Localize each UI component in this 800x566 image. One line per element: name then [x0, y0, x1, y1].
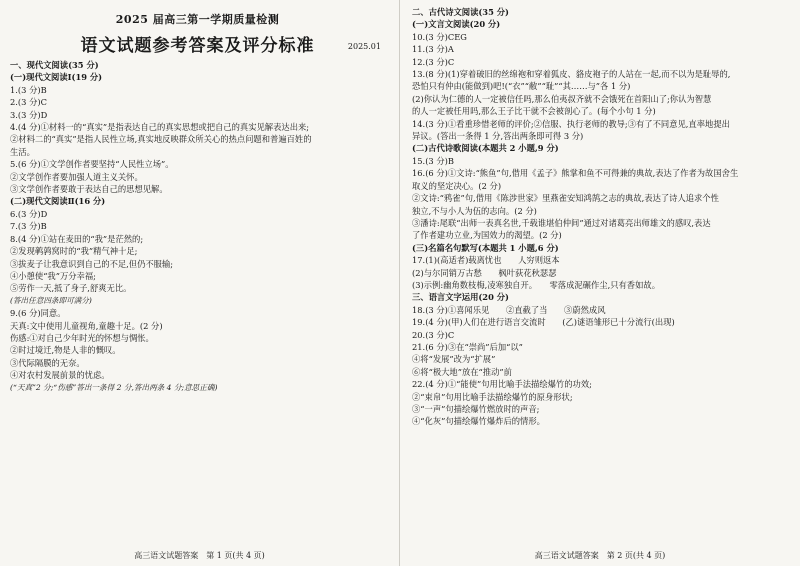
page-2-content	[412, 6, 790, 428]
answer-line: 17.(1)(高适者)载离忧也 人穷则返本	[412, 255, 560, 266]
answer-line: 恐怕只有仲由(能做到)吧!(“衣”“敝”“耻”“其……与”各 1 分)	[412, 81, 631, 92]
answer-line: ④将“发展”改为“扩展”	[412, 354, 496, 365]
answer-line: ③“一声”句描绘爆竹燃放时的声音;	[412, 404, 540, 414]
answer-line: 伤感:①对自己少年时光的怀想与惆怅。	[10, 332, 154, 343]
answer-line: 10.(3 分)CEG	[412, 31, 467, 42]
answer-line: 14.(3 分)①看重珍惜老师的评价;②信服、执行老师的教导;③有了不同意见,直率地提出	[412, 118, 730, 129]
answer-line: 2.(3 分)C	[10, 97, 47, 108]
answer-line: 7.(3 分)B	[10, 221, 47, 232]
answer-line: 19.(4 分)(甲)人们在进行语言交流时 (乙)谜语雏形已十分流行(出现)	[412, 317, 675, 328]
answer-line: ②文诗:“鸦雀”句,借用《陈涉世家》里燕雀安知鸿鹄之志的典故,表达了诗人追求个性	[412, 193, 719, 204]
answer-line: 21.(6 分)③在“崇尚”后加“以”	[412, 341, 523, 352]
answer-line: (三)名篇名句默写(本题共 1 小题,6 分)	[412, 242, 559, 253]
answer-line: ⑤劳作一天,抵了身子,舒爽无比。	[10, 283, 132, 294]
answer-line: 13.(8 分)(1)穿着破旧的丝绵袍和穿着狐皮、貉皮袍子的人站在一起,而不以为是耻辱的,	[412, 69, 731, 80]
answer-line: 二、古代诗文阅读(35 分)	[412, 7, 509, 17]
doc-title-row	[10, 33, 385, 59]
answer-line: ③代际隔膜的无奈。	[10, 357, 85, 368]
answer-line: 天真:文中使用儿童视角,童趣十足。(2 分)	[10, 320, 163, 331]
exam-title: 2025 届高三第一学期质量检测	[115, 13, 280, 26]
answer-line: (3)示例:幽角数枝梅,凌寒独自开。 零落成泥碾作尘,只有香如故。	[412, 279, 660, 290]
answer-line: ②材料二的“真实”是指人民性立场,真实地反映群众所关心的热点问题和普遍百姓的	[10, 134, 312, 145]
answer-line: 3.(3 分)D	[10, 109, 48, 120]
answer-line: 了作者建功立业,为国效力的渴望。(2 分)	[412, 230, 562, 241]
answer-line: (答出任意四条即可满分)	[10, 295, 92, 305]
answer-line: 15.(3 分)B	[412, 155, 454, 166]
answer-line: ⑥将“极大地”放在“推动”前	[412, 366, 512, 377]
answer-line: ③潘诗:尾联“出师一表真名世,千载谁堪伯仲间”通过对诸葛亮出师雄文的感叹,表达	[412, 217, 711, 228]
answer-line: 异议。(答出一条得 1 分,答出两条即可得 3 分)	[412, 131, 584, 142]
answer-line: 18.(3 分)①喜闻乐见 ②直截了当 ③蔚然成风	[412, 304, 606, 315]
answer-line: 取义的坚定决心。(2 分)	[412, 180, 502, 191]
answer-line: ④小憩使“我”万分幸福;	[10, 270, 96, 281]
answer-page-2	[400, 0, 800, 566]
answer-line: 12.(3 分)C	[412, 56, 455, 67]
answer-line: 生活。	[10, 146, 35, 157]
answer-line: ④对农村发展前景的忧虑。	[10, 370, 110, 381]
answer-line: 8.(4 分)①站在麦田的“我”是茫然的;	[10, 233, 144, 244]
answer-line: (2)你认为仁德的人一定被信任吗,那么伯夷叔齐就不会饿死在首阳山了;你认为智慧	[412, 93, 712, 104]
answer-line: ③拔麦子让我意识到自己的不足,但仍不服输;	[10, 258, 174, 269]
answer-line: 1.(3 分)B	[10, 84, 47, 95]
doc-date: 2025.01	[347, 42, 381, 51]
page-1-content	[10, 59, 385, 394]
answer-line: (一)现代文阅读Ⅰ(19 分)	[10, 72, 103, 83]
answer-line: ④“化灰”句描绘爆竹爆炸后的情形。	[412, 416, 545, 427]
answer-line: 16.(6 分)①文诗:“熊鱼”句,借用《孟子》熊掌和鱼不可得兼的典故,表达了作者为故国舍生	[412, 168, 739, 179]
answer-line: (一)文言文阅读(20 分)	[412, 19, 501, 30]
answer-line: 4.(4 分)①材料一的“真实”是指表达自己的真实思想或把自己的真实见解表达出来;	[10, 122, 310, 133]
page-footer: 高三语文试题答案 第 1 页(共 4 页)	[134, 551, 265, 560]
answer-line: 22.(4 分)①“能使”句用比喻手法描绘爆竹的功效;	[412, 379, 592, 390]
answer-line: ②“束帛”句用比喻手法描绘爆竹的原身形状;	[412, 391, 573, 402]
answer-line: 的人一定被任用吗,那么王子比干就不会被剖心了。(每个小句 1 分)	[412, 106, 656, 117]
answer-line: 6.(3 分)D	[10, 208, 48, 219]
answer-line: 5.(6 分)①文学创作者要坚持“人民性立场”。	[10, 159, 174, 170]
doc-title: 语文试题参考答案及评分标准	[80, 36, 315, 56]
answer-line: ②时过境迁,物是人非的慨叹。	[10, 345, 121, 356]
answer-line: ③文学创作者要敢于表达自己的思想见解。	[10, 184, 168, 195]
page-footer: 高三语文试题答案 第 2 页(共 4 页)	[534, 551, 666, 560]
answer-line: (“天真”2 分;“伤感”答出一条得 2 分,答出两条 4 分;意思正确)	[10, 382, 218, 392]
answer-line: 三、语言文字运用(20 分)	[412, 292, 509, 303]
answer-line: 11.(3 分)A	[412, 44, 454, 55]
answer-line: 9.(6 分)同意。	[10, 308, 66, 319]
answer-line: ②文学创作者要加强人道主义关怀。	[10, 171, 143, 182]
answer-line: 一、现代文阅读(35 分)	[10, 60, 99, 70]
answer-line: (二)古代诗歌阅读(本题共 2 小题,9 分)	[412, 143, 559, 154]
answer-line: ②发现鹌鹑窝时的“我”精气神十足;	[10, 246, 138, 257]
answer-line: (2)与尔同销万古愁 枫叶荻花秋瑟瑟	[412, 267, 557, 278]
answer-line: (二)现代文阅读Ⅱ(16 分)	[10, 196, 106, 207]
answer-line: 20.(3 分)C	[412, 329, 455, 340]
answer-line: 独立,不与小人为伍的志向。(2 分)	[412, 205, 537, 216]
